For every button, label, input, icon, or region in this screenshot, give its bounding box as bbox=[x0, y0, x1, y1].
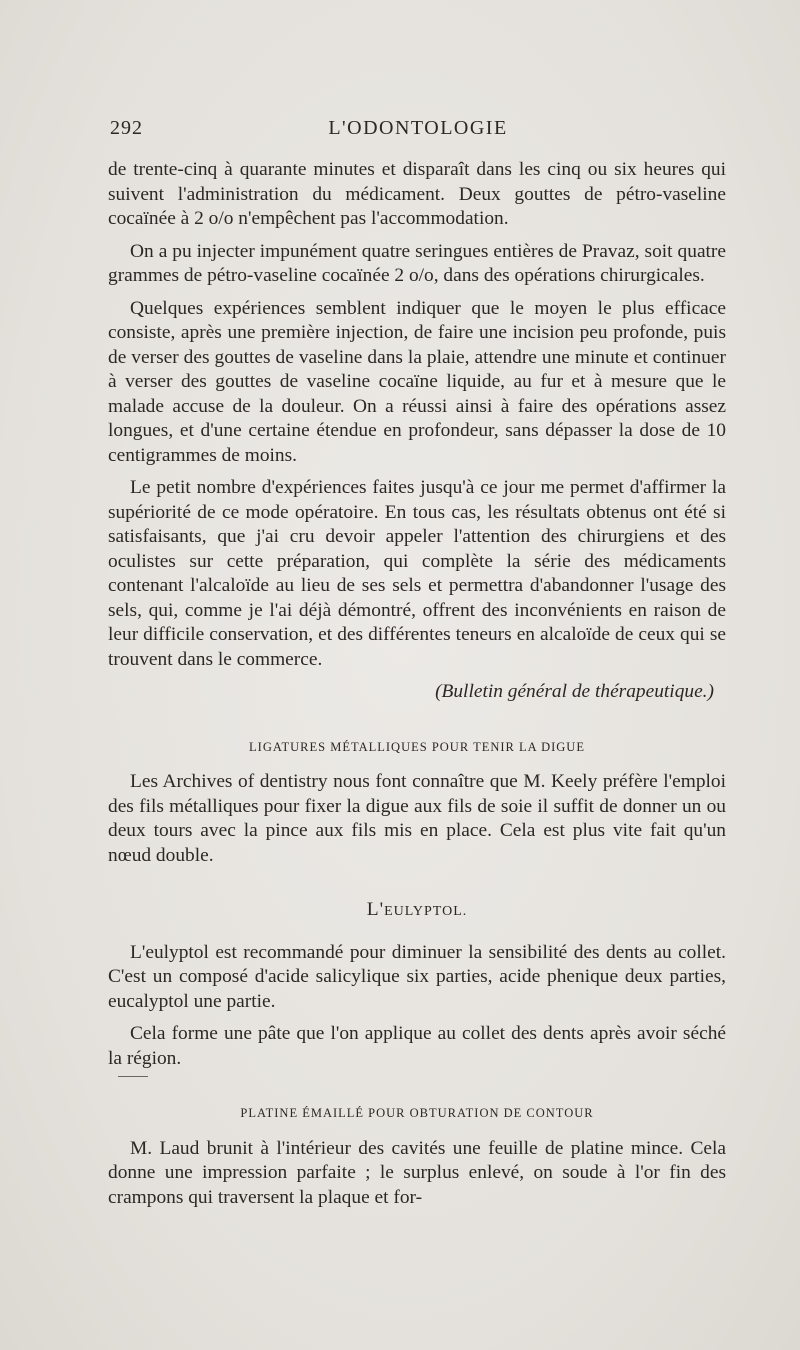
paragraph: On a pu injecter impunément quatre seringues entières de Pravaz, soit quatre grammes de pétro-vaseline cocaïnée 2 o/o, dans des opérations chirurgicales. bbox=[108, 240, 726, 286]
section-title-eulyptol-rest: EULYPTOL. bbox=[384, 904, 468, 919]
running-head: L'ODONTOLOGIE bbox=[328, 117, 508, 139]
section-title-eulyptol-initial: L' bbox=[366, 899, 385, 920]
section-title-platine: PLATINE ÉMAILLÉ POUR OBTURATION DE CONTOUR bbox=[240, 1106, 594, 1120]
page-number: 292 bbox=[110, 117, 143, 139]
paragraph: Quelques expériences semblent indiquer que le moyen le plus efficace consiste, après une première injection, de faire une incision peu profonde, puis de verser des gouttes de vaseline dans la plaie, attendre une minute et continuer à verser des gouttes de vaseline cocaïne liquide, au fur et à mesure que le malade accuse de la douleur. On a réussi ainsi à faire des opérations assez longues, et d'une certaine étendue en profondeur, sans dépasser la dose de 10 centigrammes de moins. bbox=[108, 297, 726, 466]
paragraph-continued: de trente-cinq à quarante minutes et disparaît dans les cinq ou six heures qui suivent l'administration du médicament. Deux gouttes de pétro-vaseline cocaïnée à 2 o/o n'empêchent pas l'accommodation. bbox=[108, 159, 726, 229]
section-title-eulyptol bbox=[108, 898, 726, 925]
article-body bbox=[108, 158, 726, 1218]
section-title-ligatures: LIGATURES MÉTALLIQUES POUR TENIR LA DIGUE bbox=[249, 739, 585, 754]
page-header bbox=[110, 117, 726, 143]
paragraph: Les Archives of dentistry nous font connaître que M. Keely préfère l'emploi des fils métalliques pour fixer la digue aux fils de soie il suffit de donner un ou deux tours avec la pince aux fils mis en place. Cela est plus vite fait qu'un nœud double. bbox=[108, 771, 726, 866]
paragraph: M. Laud brunit à l'intérieur des cavités une feuille de platine mince. Cela donne une impression parfaite ; le surplus enlevé, on soude à l'or fin des crampons qui traversent la plaque et for- bbox=[108, 1137, 726, 1208]
paragraph: Cela forme une pâte que l'on applique au collet des dents après avoir séché la région. bbox=[108, 1023, 726, 1069]
paragraph: L'eulyptol est recommandé pour diminuer la sensibilité des dents au collet. C'est un composé d'acide salicylique six parties, acide phenique deux parties, eucalyptol une partie. bbox=[108, 941, 726, 1012]
source-citation: (Bulletin général de thérapeutique.) bbox=[435, 681, 714, 702]
printer-dash-mark bbox=[118, 1076, 148, 1077]
paragraph: Le petit nombre d'expériences faites jusqu'à ce jour me permet d'affirmer la supériorité de ce mode opératoire. En tous cas, les résultats obtenus ont été si satisfaisants, que j'ai cru devoir appeler l'attention des chirurgiens et des oculistes sur cette préparation, qui complète la série des médicaments contenant l'alcaloïde au lieu de ses sels et permettra d'abandonner l'usage des sels, qui, comme je l'ai déjà démontré, offrent des inconvénients en raison de leur difficile conservation, et des différentes teneurs en alcaloïde de ceux qui se trouvent dans le commerce. bbox=[108, 477, 726, 670]
